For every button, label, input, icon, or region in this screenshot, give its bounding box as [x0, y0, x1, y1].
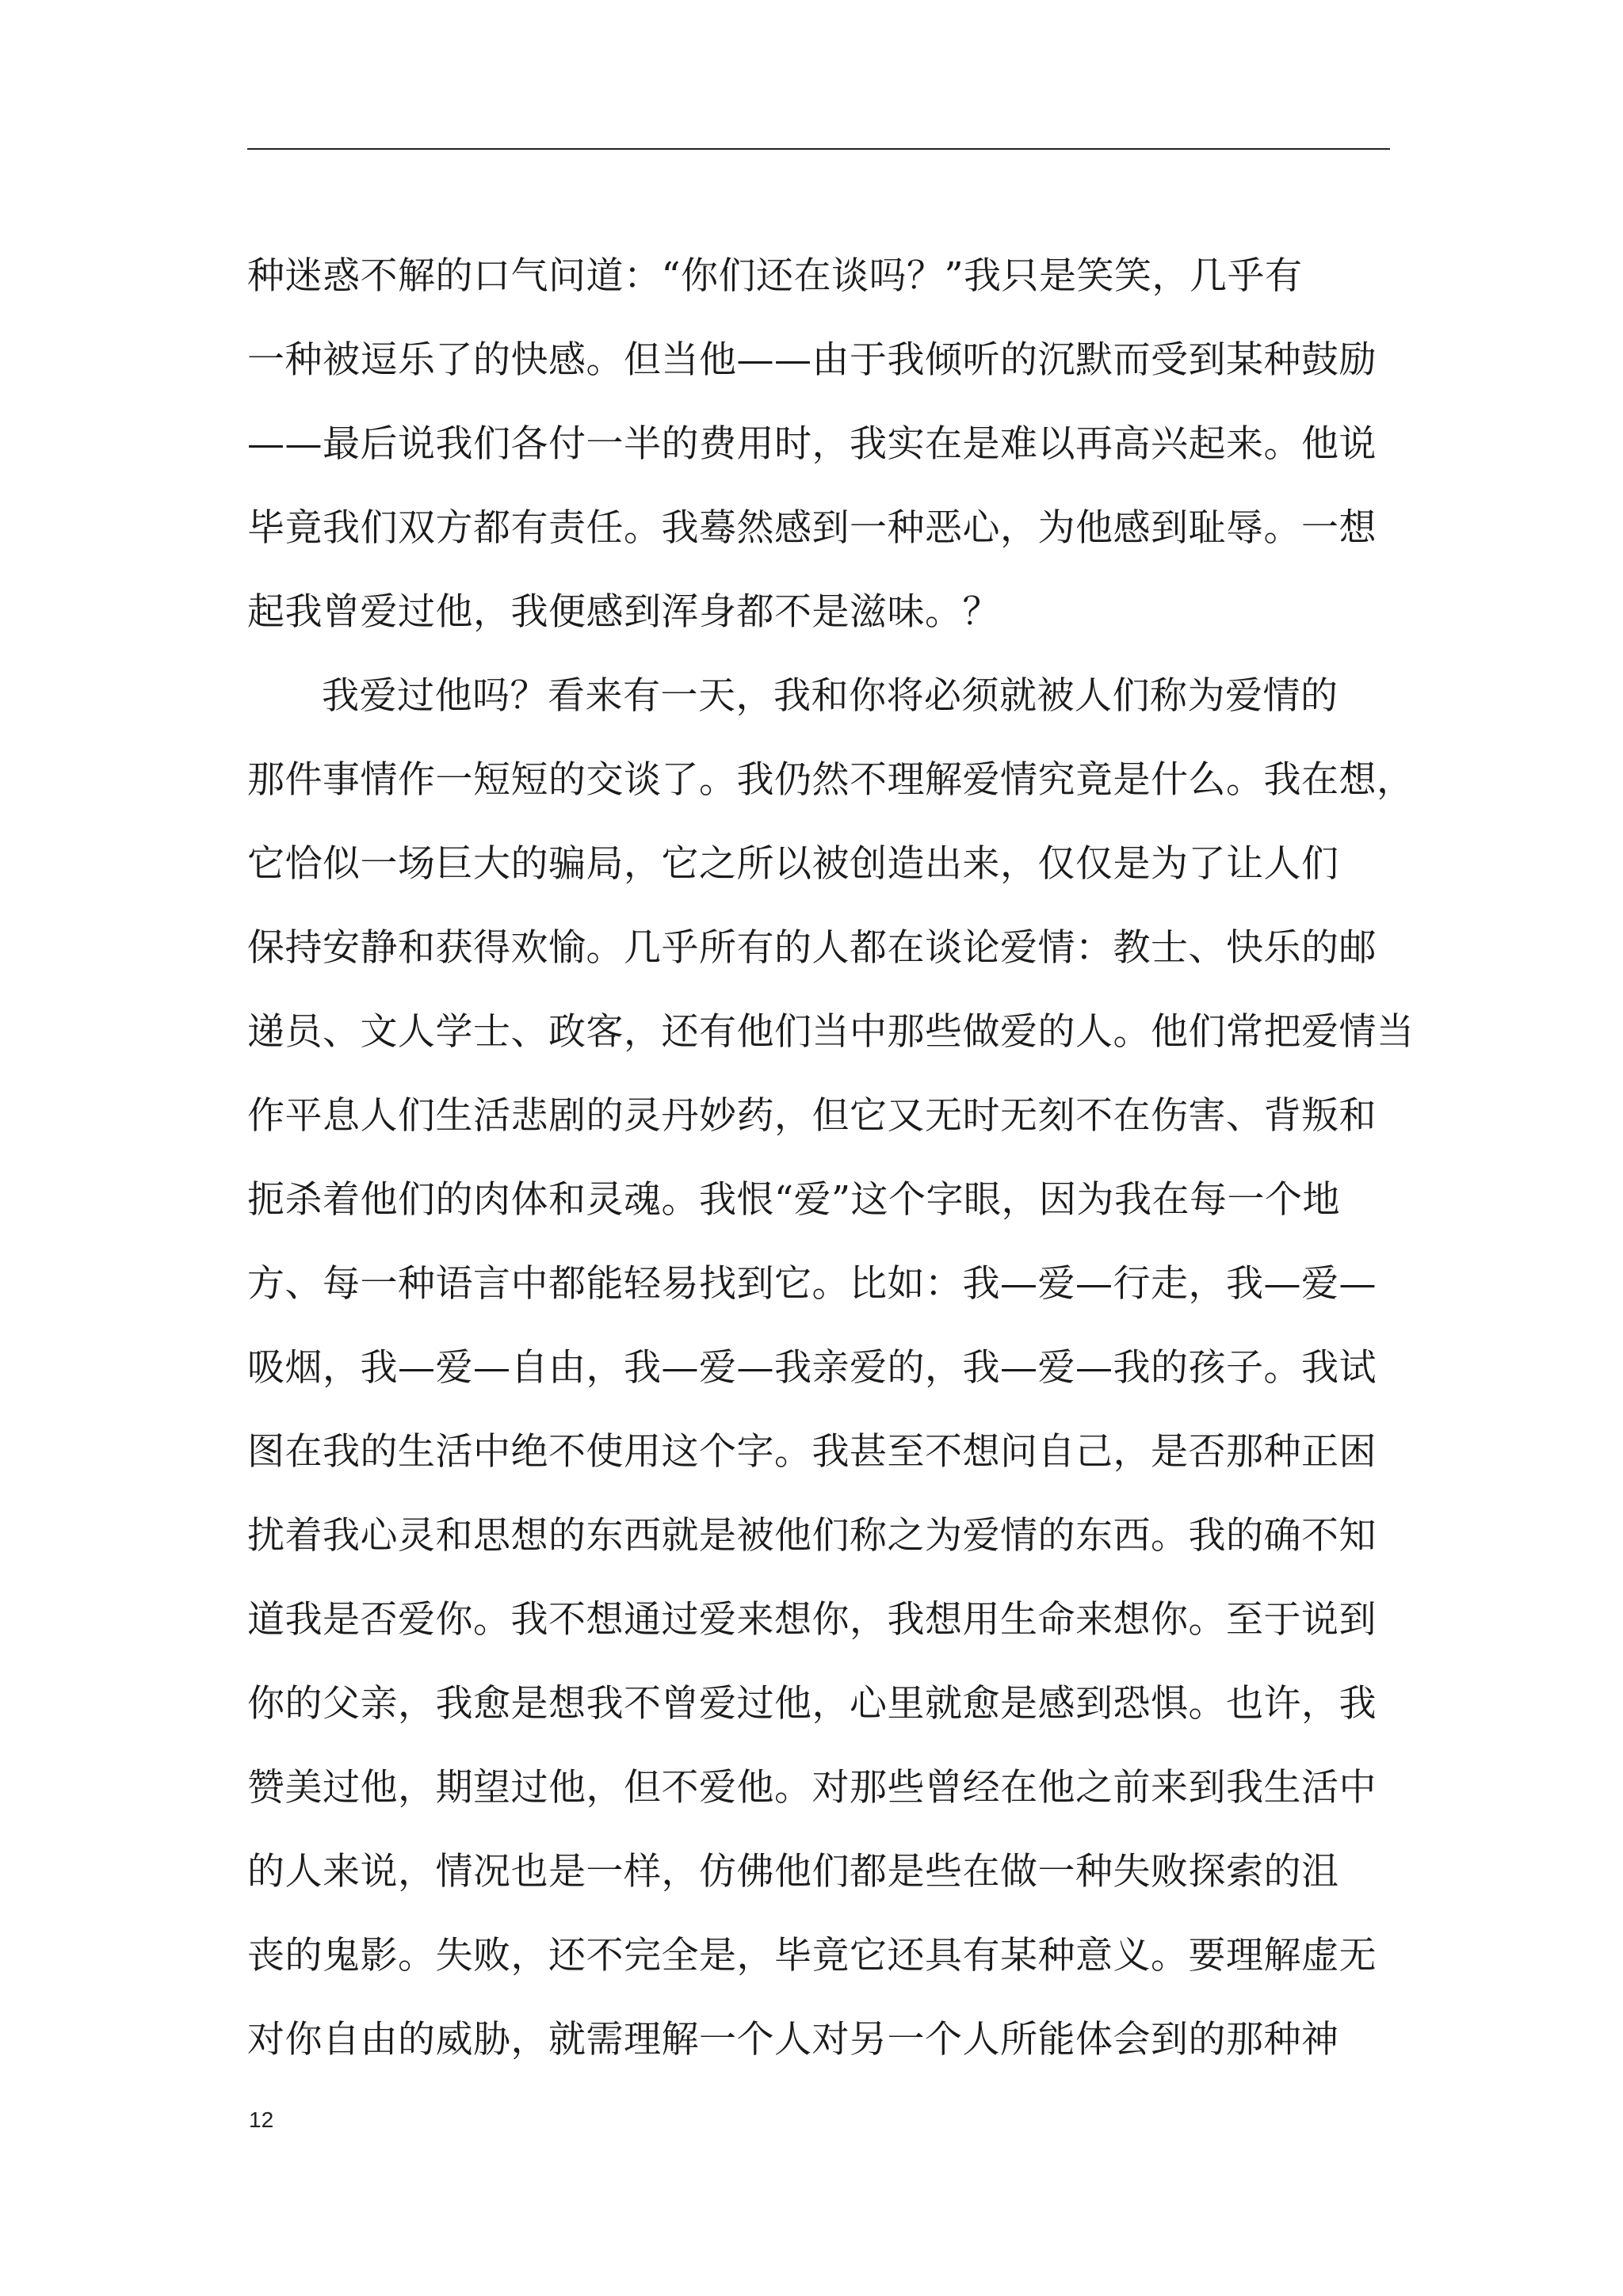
- text-line: 方、每一种语言中都能轻易找到它。比如：我—爱—行走，我—爱—: [247, 1262, 1377, 1306]
- body-text: [247, 235, 1415, 2082]
- text-line: 道我是否爱你。我不想通过爱来想你，我想用生命来想你。至于说到: [247, 1598, 1377, 1642]
- page-number: 12: [249, 2107, 274, 2132]
- header-rule: [247, 148, 1390, 150]
- text-line: 毕竟我们双方都有责任。我蓦然感到一种恶心，为他感到耻辱。一想: [247, 506, 1377, 550]
- text-line: 保持安静和获得欢愉。几乎所有的人都在谈论爱情：教士、快乐的邮: [247, 926, 1377, 970]
- text-line: 我爱过他吗？看来有一天，我和你将必须就被人们称为爱情的: [322, 674, 1338, 718]
- text-line: 种迷惑不解的口气问道：“你们还在谈吗？”我只是笑笑，几乎有: [247, 254, 1303, 298]
- text-line: 你的父亲，我愈是想我不曾爱过他，心里就愈是感到恐惧。也许，我: [247, 1682, 1377, 1726]
- text-line: 对你自由的威胁，就需理解一个人对另一个人所能体会到的那种神: [247, 2018, 1339, 2061]
- text-line: 丧的鬼影。失败，还不完全是，毕竟它还具有某种意义。要理解虚无: [247, 1934, 1377, 1978]
- text-line: 那件事情作一短短的交谈了。我仍然不理解爱情究竟是什么。我在想，: [247, 758, 1415, 802]
- text-line: 递员、文人学士、政客，还有他们当中那些做爱的人。他们常把爱情当: [247, 1010, 1415, 1054]
- text-line: 一种被逗乐了的快感。但当他——由于我倾听的沉默而受到某种鼓励: [247, 338, 1377, 382]
- text-line: 扼杀着他们的肉体和灵魂。我恨“爱”这个字眼，因为我在每一个地: [247, 1178, 1341, 1222]
- text-line: 它恰似一场巨大的骗局，它之所以被创造出来，仅仅是为了让人们: [247, 842, 1339, 886]
- text-line: 作平息人们生活悲剧的灵丹妙药，但它又无时无刻不在伤害、背叛和: [247, 1094, 1377, 1138]
- text-line: 的人来说，情况也是一样，仿佛他们都是些在做一种失败探索的沮: [247, 1850, 1339, 1894]
- text-line: 赞美过他，期望过他，但不爱他。对那些曾经在他之前来到我生活中: [247, 1766, 1377, 1810]
- text-line: 起我曾爱过他，我便感到浑身都不是滋味。？: [247, 590, 1000, 634]
- text-line: 吸烟，我—爱—自由，我—爱—我亲爱的，我—爱—我的孩子。我试: [247, 1346, 1377, 1390]
- text-line: 图在我的生活中绝不使用这个字。我甚至不想问自己，是否那种正困: [247, 1430, 1377, 1474]
- text-line: 扰着我心灵和思想的东西就是被他们称之为爱情的东西。我的确不知: [247, 1514, 1377, 1558]
- text-line: ——最后说我们各付一半的费用时，我实在是难以再高兴起来。他说: [247, 422, 1377, 466]
